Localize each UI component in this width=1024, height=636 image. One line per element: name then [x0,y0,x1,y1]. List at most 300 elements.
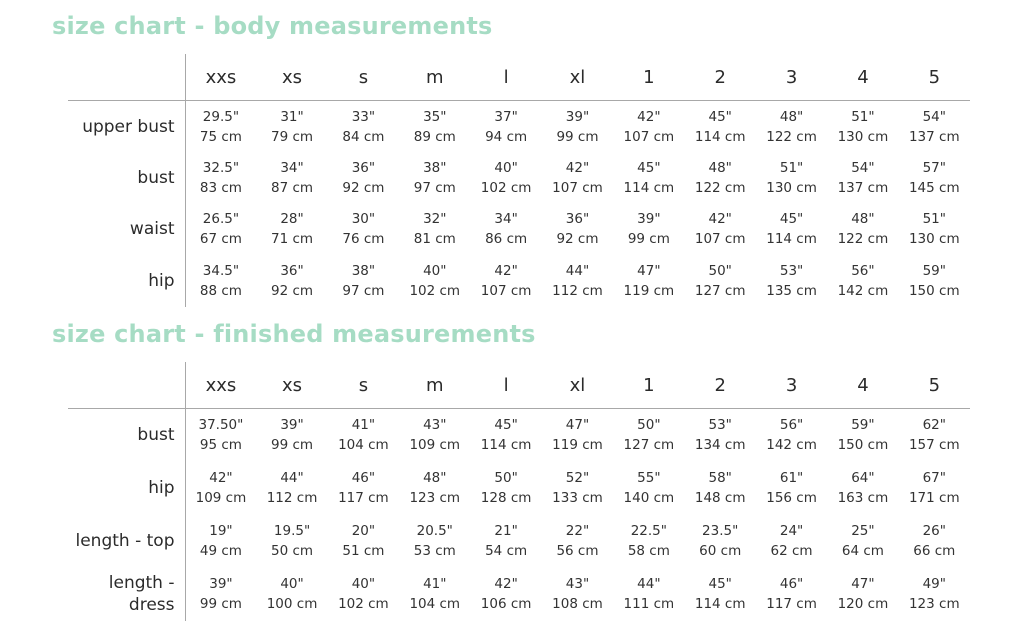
measurement-cell [185,515,256,568]
measurement-cell [185,101,256,153]
size-header: xxs [185,362,256,409]
centimeters-value: 95 cm [199,437,242,454]
inches-value: 34" [494,211,518,228]
inches-value: 62" [922,417,946,434]
finished-measurements-title: size chart - finished measurements [52,320,536,348]
inches-value: 53" [779,262,804,279]
centimeters-value: 140 cm [623,490,675,506]
measurement-cell [470,568,541,621]
measurement-cell [256,152,327,204]
measurement-cell [328,568,399,621]
inches-value: 19" [209,523,233,539]
centimeters-value: 114 cm [694,596,746,612]
inches-value: 45" [708,576,732,592]
centimeters-value: 58 cm [627,543,670,559]
inches-value: 34.5" [202,262,240,279]
inches-value: 56" [851,262,875,279]
measurement-cell [542,101,613,153]
centimeters-value: 150 cm [908,282,960,299]
size-header: xl [542,54,613,101]
size-header: xs [256,54,327,101]
measurement-cell [756,515,827,568]
centimeters-value: 92 cm [271,282,314,299]
centimeters-value: 137 cm [908,128,960,145]
size-header: 3 [756,54,827,101]
centimeters-value: 135 cm [766,282,817,299]
measurement-cell [756,409,827,462]
table-row [68,204,970,256]
measurement-cell [328,409,399,462]
centimeters-value: 87 cm [271,179,314,196]
measurement-cell [328,515,399,568]
centimeters-value: 107 cm [623,128,675,145]
inches-value: 42" [209,470,233,486]
measurement-cell [827,409,898,462]
inches-value: 45" [779,211,804,228]
measurement-cell [685,515,756,568]
centimeters-value: 142 cm [766,437,817,454]
centimeters-value: 123 cm [908,596,960,612]
centimeters-value: 119 cm [623,282,675,299]
size-header: 4 [827,362,898,409]
row-label: upper bust [68,101,185,153]
measurement-cell [470,409,541,462]
centimeters-value: 84 cm [342,128,385,145]
inches-value: 56" [779,417,804,434]
inches-value: 33" [351,108,376,125]
inches-value: 24" [779,523,804,539]
centimeters-value: 142 cm [837,282,889,299]
inches-value: 45" [494,417,518,434]
centimeters-value: 76 cm [342,231,385,248]
measurement-cell [470,101,541,153]
centimeters-value: 75 cm [199,128,242,145]
row-label: hip [68,462,185,515]
measurement-cell [827,568,898,621]
centimeters-value: 71 cm [271,231,314,248]
inches-value: 51" [922,211,946,228]
size-header-row [68,362,970,409]
inches-value: 44" [637,576,661,592]
inches-value: 59" [922,262,946,279]
size-header: 2 [685,54,756,101]
size-header: 1 [613,54,684,101]
measurement-cell [399,204,470,256]
centimeters-value: 99 cm [556,128,599,145]
centimeters-value: 109 cm [409,437,461,454]
inches-value: 30" [351,211,376,228]
inches-value: 39" [209,576,233,592]
inches-value: 47" [637,262,661,279]
measurement-cell [328,152,399,204]
measurement-cell [756,568,827,621]
row-label: waist [68,204,185,256]
centimeters-value: 99 cm [271,437,314,454]
measurement-cell [613,568,684,621]
measurement-cell [685,568,756,621]
measurement-cell [899,204,970,256]
centimeters-value: 150 cm [837,437,889,454]
measurement-cell [756,204,827,256]
centimeters-value: 99 cm [627,231,670,248]
measurement-cell [827,152,898,204]
inches-value: 23.5" [702,523,739,539]
measurement-cell [470,152,541,204]
centimeters-value: 86 cm [485,231,528,248]
centimeters-value: 119 cm [552,437,603,454]
inches-value: 45" [708,108,732,125]
inches-value: 46" [779,576,804,592]
inches-value: 37" [494,108,518,125]
inches-value: 22.5" [630,523,667,539]
size-header: xl [542,362,613,409]
centimeters-value: 62 cm [770,543,813,559]
inches-value: 32" [423,211,447,228]
measurement-cell [470,255,541,307]
centimeters-value: 122 cm [766,128,817,145]
finished-measurements-table [68,362,970,621]
centimeters-value: 107 cm [552,179,603,196]
inches-value: 38" [351,262,376,279]
measurement-cell [899,409,970,462]
centimeters-value: 163 cm [837,490,889,506]
measurement-cell [685,255,756,307]
measurement-cell [899,152,970,204]
inches-value: 50" [708,262,732,279]
inches-value: 43" [565,576,590,592]
centimeters-value: 50 cm [271,543,314,559]
table-row [68,101,970,153]
centimeters-value: 123 cm [409,490,461,506]
centimeters-value: 112 cm [552,282,603,299]
centimeters-value: 60 cm [699,543,742,559]
inches-value: 42" [494,576,518,592]
inches-value: 51" [779,159,804,176]
measurement-cell [185,409,256,462]
inches-value: 25" [851,523,875,539]
measurement-cell [328,204,399,256]
centimeters-value: 108 cm [552,596,603,612]
centimeters-value: 102 cm [409,282,461,299]
size-header: s [328,362,399,409]
measurement-cell [542,409,613,462]
inches-value: 36" [351,159,376,176]
inches-value: 26" [922,523,946,539]
measurement-cell [685,152,756,204]
centimeters-value: 122 cm [694,179,746,196]
inches-value: 61" [779,470,804,486]
inches-value: 19.5" [273,523,311,539]
size-header: 5 [899,362,970,409]
inches-value: 21" [494,523,518,539]
centimeters-value: 117 cm [338,490,389,506]
centimeters-value: 133 cm [552,490,603,506]
measurement-cell [613,255,684,307]
measurement-cell [256,568,327,621]
inches-value: 37.50" [198,417,244,434]
header-corner [68,54,185,101]
inches-value: 57" [922,159,946,176]
centimeters-value: 99 cm [199,596,242,612]
inches-value: 51" [851,108,875,125]
measurement-cell [899,568,970,621]
centimeters-value: 148 cm [694,490,746,506]
inches-value: 67" [922,470,946,486]
measurement-cell [256,409,327,462]
inches-value: 59" [851,417,875,434]
measurement-cell [399,568,470,621]
inches-value: 50" [637,417,661,434]
centimeters-value: 107 cm [480,282,532,299]
header-corner [68,362,185,409]
inches-value: 49" [922,576,946,592]
inches-value: 20.5" [416,523,453,539]
inches-value: 31" [280,108,304,125]
inches-value: 54" [851,159,875,176]
centimeters-value: 109 cm [195,490,247,506]
measurement-cell [827,515,898,568]
measurement-cell [827,101,898,153]
measurement-cell [613,204,684,256]
size-header: xs [256,362,327,409]
measurement-cell [542,462,613,515]
measurement-cell [899,101,970,153]
centimeters-value: 171 cm [908,490,960,506]
inches-value: 42" [637,108,661,125]
inches-value: 28" [280,211,304,228]
measurement-cell [542,515,613,568]
inches-value: 42" [708,211,732,228]
inches-value: 40" [494,159,518,176]
centimeters-value: 137 cm [837,179,889,196]
measurement-cell [256,204,327,256]
table-row [68,152,970,204]
centimeters-value: 114 cm [694,128,746,145]
size-header: m [399,54,470,101]
centimeters-value: 97 cm [413,179,456,196]
centimeters-value: 56 cm [556,543,599,559]
inches-value: 48" [779,108,804,125]
measurement-cell [399,515,470,568]
centimeters-value: 100 cm [266,596,318,612]
centimeters-value: 145 cm [908,179,960,196]
measurement-cell [470,462,541,515]
centimeters-value: 92 cm [556,231,599,248]
measurement-cell [470,515,541,568]
inches-value: 58" [708,470,732,486]
measurement-cell [613,152,684,204]
size-header: 5 [899,54,970,101]
measurement-cell [328,462,399,515]
measurement-cell [542,152,613,204]
row-label: length - dress [68,568,185,621]
centimeters-value: 51 cm [342,543,385,559]
table-row [68,409,970,462]
inches-value: 29.5" [202,108,240,125]
centimeters-value: 114 cm [623,179,675,196]
centimeters-value: 157 cm [908,437,960,454]
centimeters-value: 104 cm [409,596,461,612]
measurement-cell [899,462,970,515]
size-header: l [470,362,541,409]
measurement-cell [185,204,256,256]
inches-value: 32.5" [202,159,240,176]
inches-value: 48" [851,211,875,228]
inches-value: 26.5" [202,211,240,228]
inches-value: 44" [280,470,304,486]
inches-value: 40" [351,576,376,592]
measurement-cell [542,255,613,307]
measurement-cell [256,462,327,515]
measurement-cell [827,255,898,307]
centimeters-value: 49 cm [199,543,242,559]
inches-value: 36" [565,211,590,228]
measurement-cell [399,152,470,204]
centimeters-value: 102 cm [338,596,389,612]
centimeters-value: 54 cm [485,543,528,559]
inches-value: 47" [851,576,875,592]
centimeters-value: 127 cm [694,282,746,299]
measurement-cell [185,255,256,307]
measurement-cell [756,152,827,204]
centimeters-value: 127 cm [623,437,675,454]
measurement-cell [542,204,613,256]
measurement-cell [756,255,827,307]
centimeters-value: 130 cm [908,231,960,248]
body-measurements-title: size chart - body measurements [52,12,493,40]
table-row [68,568,970,621]
inches-value: 48" [423,470,447,486]
centimeters-value: 112 cm [266,490,318,506]
size-header: m [399,362,470,409]
size-header: 3 [756,362,827,409]
measurement-cell [756,101,827,153]
inches-value: 42" [565,159,590,176]
centimeters-value: 66 cm [913,543,956,559]
centimeters-value: 117 cm [766,596,817,612]
measurement-cell [470,204,541,256]
size-header-row [68,54,970,101]
inches-value: 52" [565,470,590,486]
inches-value: 41" [423,576,447,592]
inches-value: 42" [494,262,518,279]
measurement-cell [685,204,756,256]
measurement-cell [399,409,470,462]
centimeters-value: 114 cm [480,437,532,454]
centimeters-value: 111 cm [623,596,675,612]
centimeters-value: 122 cm [837,231,889,248]
measurement-cell [185,568,256,621]
table-row [68,462,970,515]
size-header: s [328,54,399,101]
inches-value: 46" [351,470,376,486]
size-header: xxs [185,54,256,101]
centimeters-value: 106 cm [480,596,532,612]
inches-value: 34" [280,159,304,176]
inches-value: 50" [494,470,518,486]
row-label: length - top [68,515,185,568]
measurement-cell [256,515,327,568]
measurement-cell [613,409,684,462]
centimeters-value: 64 cm [841,543,884,559]
centimeters-value: 81 cm [413,231,456,248]
centimeters-value: 102 cm [480,179,532,196]
measurement-cell [827,204,898,256]
inches-value: 44" [565,262,590,279]
centimeters-value: 94 cm [485,128,528,145]
measurement-cell [542,568,613,621]
measurement-cell [185,152,256,204]
measurement-cell [399,462,470,515]
centimeters-value: 83 cm [199,179,242,196]
table-row [68,255,970,307]
measurement-cell [399,255,470,307]
measurement-cell [256,255,327,307]
centimeters-value: 88 cm [199,282,242,299]
inches-value: 22" [565,523,590,539]
inches-value: 40" [423,262,447,279]
measurement-cell [899,255,970,307]
size-header: 4 [827,54,898,101]
inches-value: 35" [423,108,447,125]
row-label: hip [68,255,185,307]
measurement-cell [899,515,970,568]
measurement-cell [328,255,399,307]
measurement-cell [256,101,327,153]
row-label: bust [68,152,185,204]
measurement-cell [756,462,827,515]
measurement-cell [185,462,256,515]
centimeters-value: 120 cm [837,596,889,612]
measurement-cell [399,101,470,153]
centimeters-value: 107 cm [694,231,746,248]
centimeters-value: 134 cm [694,437,746,454]
inches-value: 20" [351,523,376,539]
inches-value: 53" [708,417,732,434]
inches-value: 43" [423,417,447,434]
inches-value: 38" [423,159,447,176]
inches-value: 55" [637,470,661,486]
measurement-cell [328,101,399,153]
centimeters-value: 130 cm [766,179,817,196]
centimeters-value: 92 cm [342,179,385,196]
inches-value: 64" [851,470,875,486]
measurement-cell [685,101,756,153]
centimeters-value: 114 cm [766,231,817,248]
centimeters-value: 128 cm [480,490,532,506]
centimeters-value: 89 cm [413,128,456,145]
inches-value: 54" [922,108,946,125]
inches-value: 36" [280,262,304,279]
inches-value: 39" [280,417,304,434]
measurement-cell [685,462,756,515]
inches-value: 40" [280,576,304,592]
measurement-cell [613,101,684,153]
centimeters-value: 79 cm [271,128,314,145]
measurement-cell [685,409,756,462]
size-header: l [470,54,541,101]
centimeters-value: 156 cm [766,490,817,506]
inches-value: 41" [351,417,376,434]
inches-value: 39" [565,108,590,125]
centimeters-value: 67 cm [199,231,242,248]
inches-value: 48" [708,159,732,176]
inches-value: 39" [637,211,661,228]
inches-value: 45" [637,159,661,176]
measurement-cell [827,462,898,515]
centimeters-value: 104 cm [338,437,389,454]
measurement-cell [613,515,684,568]
